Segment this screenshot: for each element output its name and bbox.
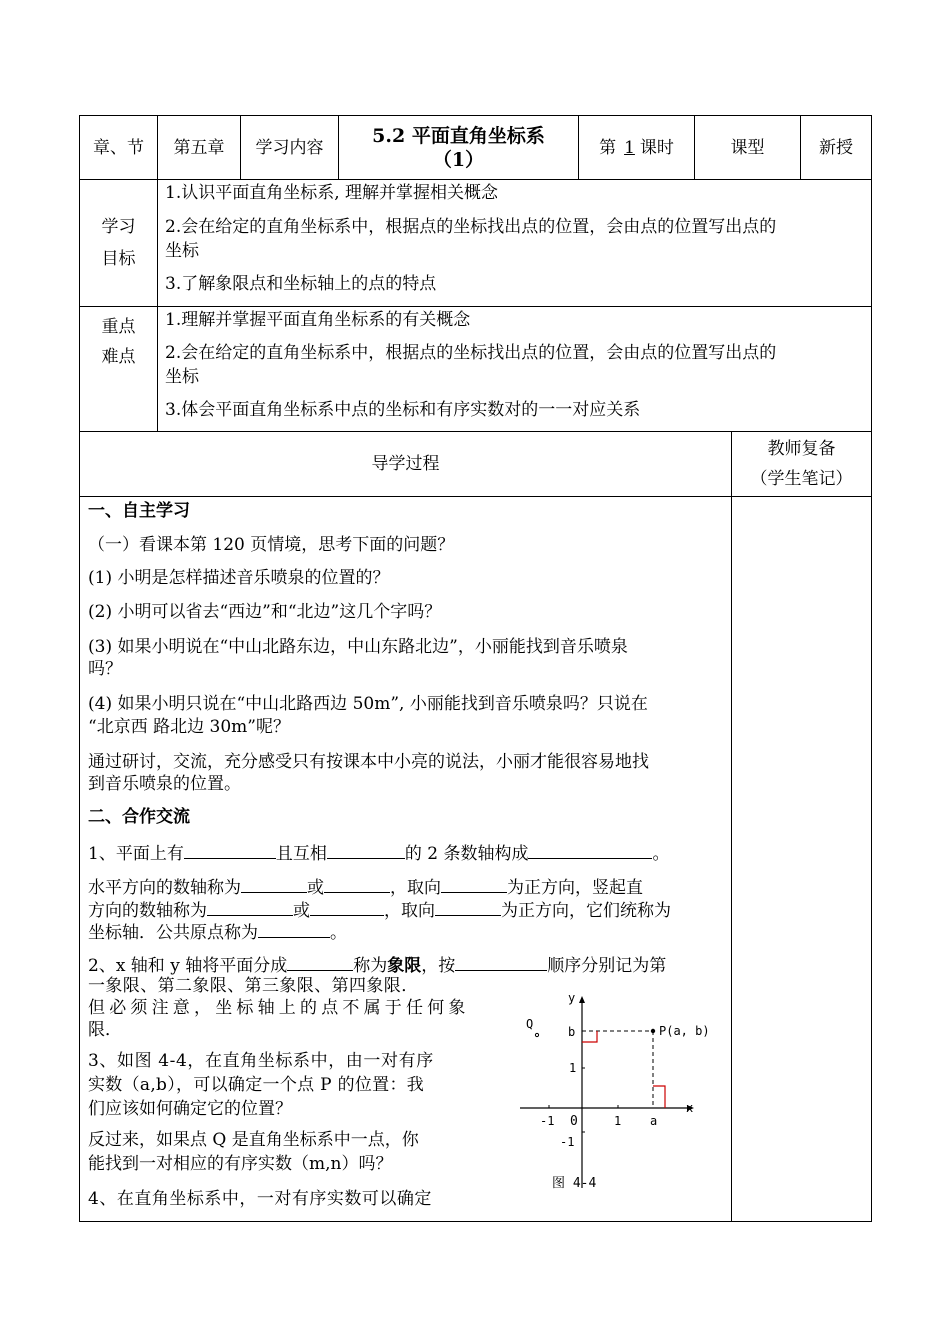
axis-def-text-j: 。	[330, 923, 347, 943]
p-label: P(a, b)	[659, 1024, 710, 1038]
lesson-title-line1: 5.2 平面直角坐标系	[372, 124, 545, 147]
chapter-label: 章、节	[93, 137, 144, 158]
chapter-value: 第五章	[173, 137, 225, 158]
keypoint-item-2-cont: 坐标	[165, 367, 199, 387]
section1-question-3: (3) 如果小明说在“中山北路东边，中山东路北边”，小丽能找到音乐喷泉	[88, 637, 628, 657]
row-divider-1	[79, 179, 872, 180]
item1-text-c: 的 2 条数轴构成	[404, 844, 529, 864]
objectives-label-line2: 目标	[101, 249, 136, 269]
q-label: Q	[526, 1017, 534, 1031]
blank-field[interactable]	[327, 841, 405, 859]
section1-title: 一、自主学习	[88, 501, 190, 521]
point-p	[651, 1029, 655, 1033]
notes-col-divider	[731, 431, 732, 1222]
blank-field[interactable]	[310, 898, 384, 916]
lesson-prefix: 第	[599, 137, 617, 158]
axis-def-text-i: 坐标轴．公共原点称为	[88, 923, 258, 943]
axis-def-text-c: ，取向	[390, 878, 441, 898]
blank-field[interactable]	[207, 898, 293, 916]
axis-def-text-a: 水平方向的数轴称为	[88, 878, 241, 898]
section1-question-4-cont: “北京西 路北边 30m”呢？	[88, 717, 290, 737]
objective-item-3: 3.了解象限点和坐标轴上的点的特点	[165, 274, 437, 294]
lesson-suffix: 课时	[639, 137, 674, 158]
section1-intro: （一）看课本第 120 页情境，思考下面的问题？	[88, 535, 455, 555]
item1-text-b: 且互相	[275, 844, 327, 864]
y-axis-arrow	[579, 996, 585, 1003]
axis-def-text-d: 为正方向，竖起直	[507, 878, 643, 898]
axis-def-text-b: 或	[307, 878, 324, 898]
lesson-title	[339, 116, 578, 179]
type-value: 新授	[819, 137, 853, 158]
blank-field[interactable]	[455, 953, 547, 971]
right-angle-mark	[582, 1031, 597, 1042]
point-q	[535, 1033, 538, 1036]
item1-text-d: 。	[652, 844, 670, 864]
blank-field[interactable]	[528, 841, 652, 859]
quadrant-text-b: 称为	[353, 956, 388, 976]
y-minus-one-label: -1	[560, 1135, 575, 1149]
y-axis-label: y	[568, 991, 576, 1005]
section1-question-4: (4) 如果小明只说在“中山北路西边 50m”, 小丽能找到音乐喷泉吗？只说在	[88, 694, 648, 714]
objectives-label-line1: 学习	[101, 217, 136, 237]
axis-def-text-g: ，取向	[384, 901, 435, 921]
teacher-notes-line2: （学生笔记）	[750, 469, 853, 489]
section1-summary: 通过研讨，交流，充分感受只有按课本中小亮的说法，小丽才能很容易地找	[88, 752, 649, 772]
item3-reverse-line-1: 反过来，如果点 Q 是直角坐标系中一点，你	[88, 1130, 419, 1150]
axis-def-text-h: 为正方向，它们统称为	[501, 901, 671, 921]
axis-def-text-e: 方向的数轴称为	[88, 901, 207, 921]
x-one-label: 1	[614, 1114, 622, 1128]
quadrant-line-4: 限．	[88, 1020, 122, 1040]
process-heading: 导学过程	[371, 454, 440, 474]
blank-field[interactable]	[287, 953, 353, 971]
quadrant-line-1	[88, 953, 666, 977]
lesson-title-line2: （1）	[432, 148, 485, 171]
y-one-label: 1	[569, 1061, 577, 1075]
item4-line-1: 4、在直角坐标系中，一对有序实数可以确定	[88, 1189, 432, 1209]
objective-item-2-cont: 坐标	[165, 241, 199, 261]
quadrant-text-d: ，按	[421, 956, 456, 976]
axis-def-line-2	[88, 898, 671, 922]
blank-field[interactable]	[241, 875, 307, 893]
axis-def-line-3	[88, 920, 347, 944]
objective-item-1: 1.认识平面直角坐标系, 理解并掌握相关概念	[165, 183, 499, 203]
content-label: 学习内容	[255, 137, 324, 158]
keypoint-item-2: 2.会在给定的直角坐标系中，根据点的坐标找出点的位置，会由点的位置写出点的	[165, 343, 777, 363]
item1-text-a: 1、平面上有	[88, 844, 184, 864]
blank-field[interactable]	[441, 875, 507, 893]
blank-field[interactable]	[435, 898, 501, 916]
quadrant-line-3: 但必须注意，坐标轴上的点不属于任何象	[88, 998, 470, 1018]
row-divider-2	[79, 306, 872, 307]
row-divider-4	[79, 496, 872, 497]
type-label: 课型	[730, 137, 765, 158]
objective-item-2: 2.会在给定的直角坐标系中，根据点的坐标找出点的位置，会由点的位置写出点的	[165, 217, 777, 237]
axis-def-line-1	[88, 875, 643, 899]
section1-question-2: (2) 小明可以省去“西边”和“北边”这几个字吗？	[88, 602, 442, 622]
quadrant-line-2: 一象限、第二象限、第三象限、第四象限．	[88, 976, 419, 996]
lesson-number: 1	[624, 137, 635, 158]
item3-reverse-line-2: 能找到一对相应的有序实数（m,n）吗？	[88, 1154, 393, 1174]
item1-line	[88, 841, 669, 865]
x-axis-label: x	[686, 1101, 694, 1115]
section2-title: 二、合作交流	[88, 807, 190, 827]
lesson-period	[579, 116, 694, 179]
teacher-notes-line1: 教师复备	[767, 439, 836, 459]
quadrant-term: 象限	[387, 956, 422, 976]
keypoints-label-line1: 重点	[101, 317, 136, 337]
coordinate-figure	[516, 988, 712, 1198]
item3-line-1: 3、如图 4-4，在直角坐标系中，由一对有序	[88, 1051, 434, 1071]
table-border-right	[871, 115, 872, 1222]
objectives-label	[80, 180, 157, 306]
section1-question-3-cont: 吗？	[88, 659, 122, 679]
x-minus-one-label: -1	[540, 1114, 555, 1128]
a-label: a	[650, 1114, 658, 1128]
item3-line-3: 们应该如何确定它的位置？	[88, 1099, 292, 1119]
b-label: b	[568, 1025, 576, 1039]
quadrant-text-a: 2、x 轴和 y 轴将平面分成	[88, 956, 288, 976]
blank-field[interactable]	[184, 841, 276, 859]
keypoint-item-1: 1.理解并掌握平面直角坐标系的有关概念	[165, 310, 471, 330]
keypoints-label-line2: 难点	[101, 347, 136, 367]
right-angle-mark	[653, 1086, 665, 1108]
teacher-notes-heading	[732, 432, 871, 496]
blank-field[interactable]	[324, 875, 390, 893]
quadrant-text-e: 顺序分别记为第	[547, 956, 667, 976]
origin-label: 0	[570, 1114, 578, 1129]
item3-line-2: 实数（a,b），可以确定一个点 P 的位置：我	[88, 1075, 425, 1095]
keypoint-item-3: 3.体会平面直角坐标系中点的坐标和有序实数对的一一对应关系	[165, 400, 641, 420]
table-border-bottom	[79, 1221, 872, 1222]
blank-field[interactable]	[258, 920, 330, 938]
section1-question-1: (1) 小明是怎样描述音乐喷泉的位置的？	[88, 568, 390, 588]
section1-summary-cont: 到音乐喷泉的位置。	[88, 774, 241, 794]
figure-caption: 图 4-4	[552, 1176, 597, 1191]
keypoints-label	[80, 307, 157, 377]
axis-def-text-f: 或	[293, 901, 310, 921]
